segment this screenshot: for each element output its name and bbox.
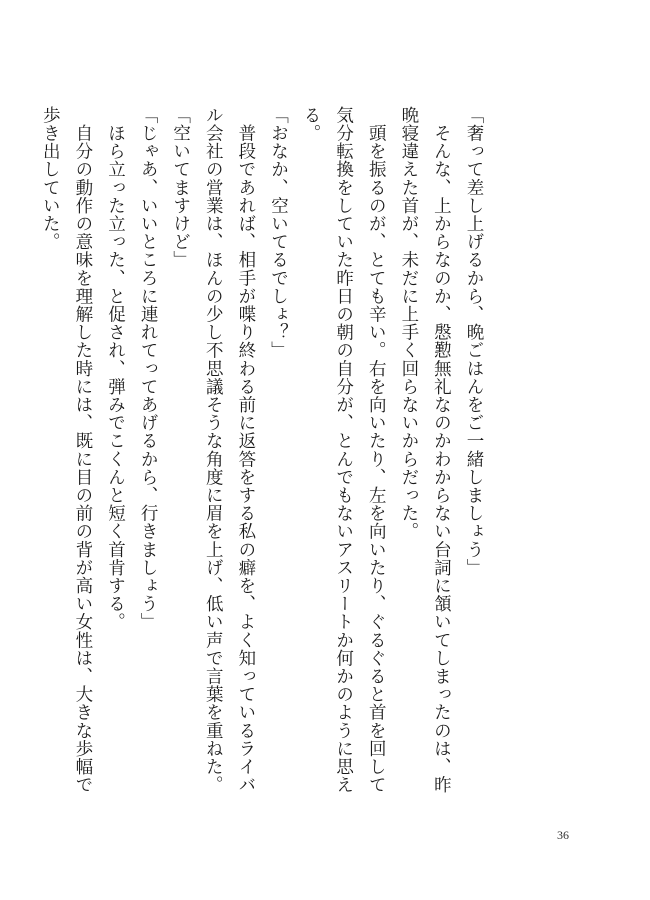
- text-line: 気分転換をしていた昨日の朝の自分が、とんでもないアスリートか何かのように思え: [333, 106, 354, 794]
- page-number: 36: [557, 828, 569, 842]
- text-line: 自分の動作の意味を理解した時には、既に目の前の背が高い女性は、大きな歩幅で: [72, 106, 93, 794]
- text-line: 晩寝違えた首が、未だに上手く回らないからだった。: [398, 106, 419, 541]
- text-line: 歩き出していた。: [40, 106, 61, 251]
- text-line: 普段であれば、相手が喋り終わる前に返答をする私の癖を、よく知っているライバ: [235, 106, 256, 794]
- text-line: 頭を振るのが、とても辛い。右を向いたり、左を向いたり、ぐるぐると首を回して: [366, 106, 387, 794]
- text-line: る。: [301, 106, 322, 143]
- text-line: 「空いてますけど」: [170, 106, 191, 269]
- text-line: そんな、上からなのか、慇懃無礼なのかわからない台詞に頷いてしまったのは、昨: [431, 106, 452, 794]
- text-line: 「じゃあ、いいところに連れてってあげるから、行きましょう」: [138, 106, 159, 631]
- vertical-text-block: [34, 106, 490, 816]
- text-line: ル会社の営業は、ほんの少し不思議そうな角度に眉を上げ、低い声で言葉を重ねた。: [203, 106, 224, 794]
- text-line: ほら立った立った、と促され、弾みでこくんと短く首肯する。: [105, 106, 126, 631]
- text-line: 「奢って差し上げるから、晩ごはんをご一緒しましょう」: [464, 106, 484, 577]
- text-line: 「おなか、空いてるでしょ？」: [268, 106, 289, 360]
